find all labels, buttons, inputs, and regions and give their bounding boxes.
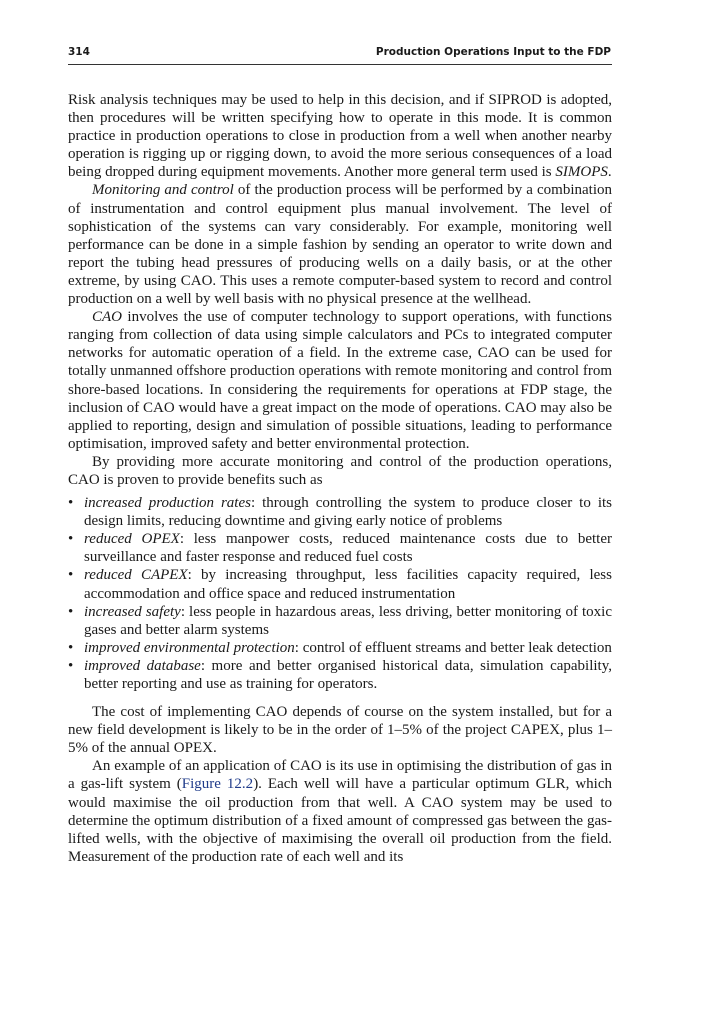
list-item: • increased safety: less people in hazardous areas, less driving, better monitoring of toxic gases and better alarm systems [68, 603, 613, 638]
simops-term: SIMOPS [555, 164, 608, 181]
bullet-icon: • [68, 531, 74, 548]
running-header [68, 44, 612, 65]
list-item: • reduced OPEX: less manpower costs, reduced maintenance costs due to better surveillance and faster response and reduced fuel costs [68, 531, 612, 566]
paragraph-benefits-intro: By providing more accurate monitoring and control of the production operations, CAO is proven to provide benefits such as [68, 453, 612, 488]
bullet-icon: • [68, 603, 74, 620]
list-item: • improved environmental protection: control of effluent streams and better leak detection [68, 639, 612, 656]
bullet-icon: • [68, 495, 74, 512]
benefits-list [68, 494, 612, 693]
list-item: • improved database: more and better organised historical data, simulation capability, better reporting and use as training for operators. [68, 657, 612, 692]
page-number: 314 [68, 46, 90, 58]
paragraph-monitoring-control: Monitoring and control of the production process will be performed by a combination of instrumentation and control equipment plus manual involvement. The level of sophistication of the systems can vary considerably. For example, monitoring well performance can be done in a simple fashion by sending an operator to write down and report the tubing head pressures of producing wells on a daily basis, or at the other extreme, by using CAO. This uses a remote computer-based system to record and control production on a well by well basis with no physical presence at the wellhead. [68, 182, 612, 308]
figure-reference-link[interactable]: Figure 12.2 [181, 776, 254, 793]
page-body [68, 91, 612, 866]
running-title: Production Operations Input to the FDP [375, 46, 611, 58]
list-item: • increased production rates: through controlling the system to produce closer to its design limits, reducing downtime and giving early notice of problems [68, 495, 612, 530]
paragraph-cao: CAO involves the use of computer technology to support operations, with functions ranging from collection of data using simple calculators and PCs to integrated computer networks for automatic operation of a field. In the extreme case, CAO can be used for totally unmanned offshore production operations with remote monitoring and control from shore-based locations. In considering the requirements for operations at FDP stage, the inclusion of CAO would have a great impact on the mode of operations. CAO may also be applied to reporting, design and simulation of possible situations, leading to performance optimisation, improved safety and better environmental protection. [68, 309, 612, 452]
bullet-icon: • [68, 639, 74, 656]
list-item: • reduced CAPEX: by increasing throughput, less facilities capacity required, less accommodation and office space and reduced instrumentation [68, 567, 612, 602]
monitoring-control-term: Monitoring and control [92, 182, 234, 199]
bullet-icon: • [68, 567, 74, 584]
paragraph-risk-analysis: Risk analysis techniques may be used to help in this decision, and if SIPROD is adopted, then procedures will be written specifying how to operate in this mode. It is common practice in production operations to close in production from a well when another nearby operation is rigging up or rigging down, to avoid the more serious consequences of a load being dropped during equipment movements. Another more general term used is SIMOPS. [68, 92, 612, 181]
paragraph-gas-lift-example: An example of an application of CAO is its use in optimising the distribution of gas in a gas-lift system (Figure 12.2). Each well will have a particular optimum GLR, which would maximise the oil production from that well. A CAO system may be used to determine the optimum distribution of a fixed amount of compressed gas between the gas-lifted wells, with the objective of maximising the overall oil production from the field. Measurement of the production rate of each well and its [68, 758, 612, 865]
bullet-icon: • [68, 657, 74, 674]
paragraph-cost: The cost of implementing CAO depends of course on the system installed, but for a new field development is likely to be in the order of 1–5% of the project CAPEX, plus 1–5% of the annual OPEX. [68, 704, 612, 757]
cao-term: CAO [92, 309, 122, 326]
